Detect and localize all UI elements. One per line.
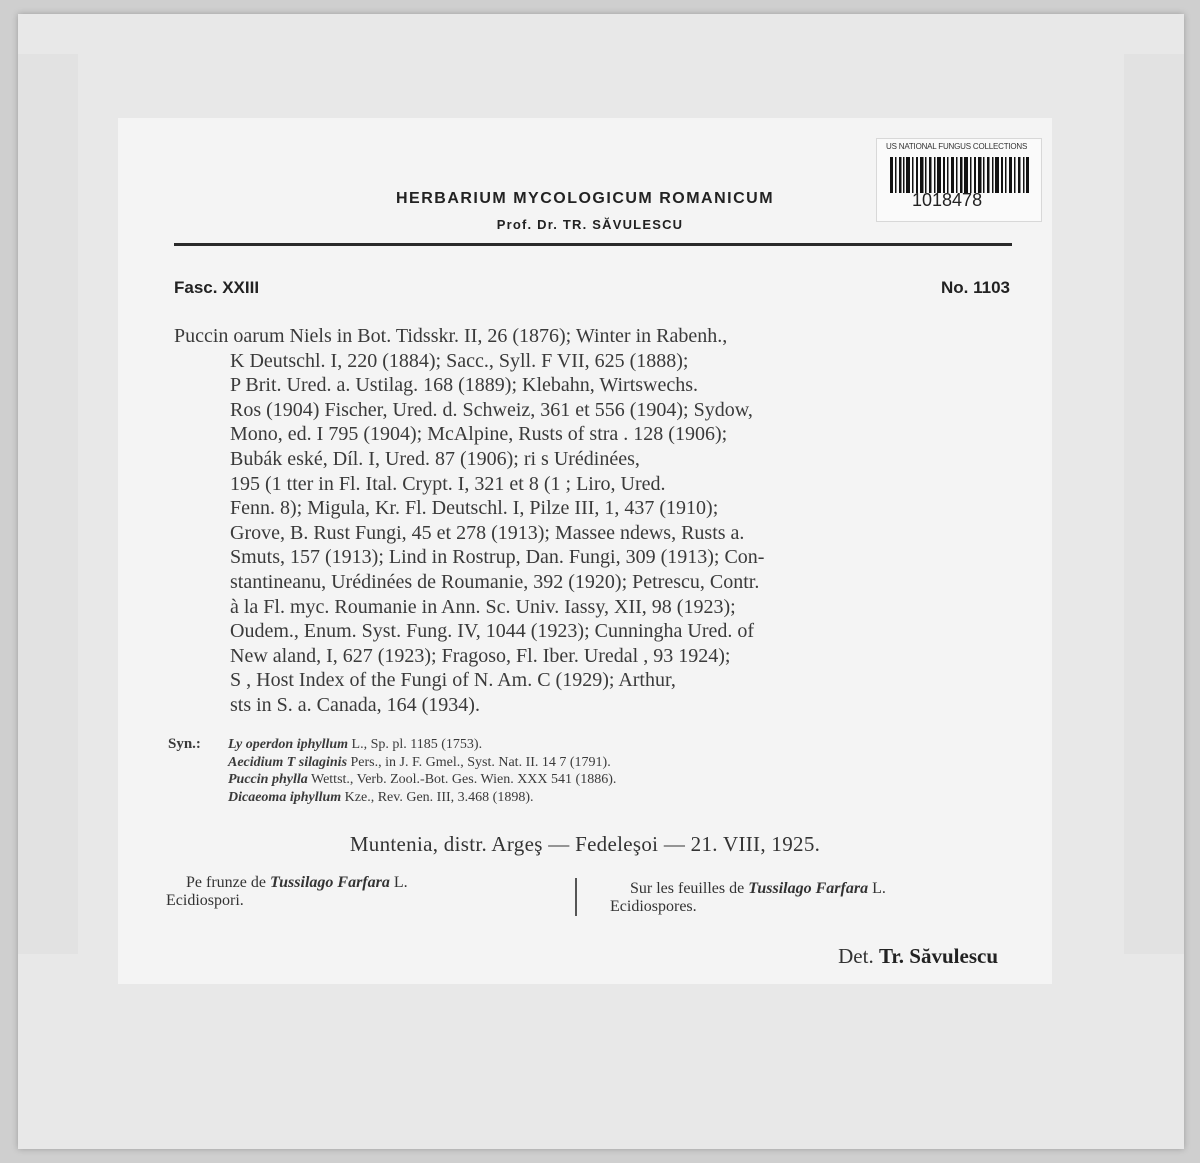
host-name: Tussilago Farfara — [269, 874, 390, 891]
host-name: Tussilago Farfara — [748, 880, 869, 897]
synonym-row — [168, 789, 988, 807]
envelope-fold-right — [1124, 54, 1184, 954]
synonym-name: Puccin phylla — [228, 772, 308, 787]
host-french — [610, 880, 1010, 916]
citation-line: à la Fl. myc. Roumanie in Ann. Sc. Univ. Iassy, XII, 98 (1923); — [230, 595, 736, 618]
synonym-row — [168, 754, 988, 772]
determiner-name: Tr. Săvulescu — [878, 944, 998, 968]
citation-line: S , Host Index of the Fungi of N. Am. C (1929); Arthur, — [230, 669, 676, 692]
herbarium-title-text: HERBARIUM MYCOLOGICUM ROMANICUM — [395, 190, 775, 207]
citation-line: sts in S. a. Canada, 164 (1934). — [230, 693, 480, 716]
spore-stage: Ecidiospores. — [610, 898, 697, 915]
specimen-number: No. 1103 — [941, 278, 1010, 297]
determiner-prefix: Det. — [838, 944, 874, 968]
synonym-name: Ly operdon iphyllum — [228, 737, 349, 752]
synonym-reference: Kze., Rev. Gen. III, 3.468 (1898). — [344, 789, 534, 805]
synonym-reference: Wettst., Verb. Zool.-Bot. Ges. Wien. XXX 541 (1886). — [310, 772, 617, 787]
header-rule — [174, 243, 1012, 246]
citation-line: P Brit. Ured. a. Ustilag. 168 (1889); Klebahn, Wirtswechs. — [230, 374, 699, 397]
citation-line: Ros (1904) Fischer, Ured. d. Schweiz, 361 et 556 (1904); Sydow, — [230, 398, 753, 421]
citation-line: Grove, B. Rust Fungi, 45 et 278 (1913); Massee ndews, Rusts a. — [230, 521, 745, 544]
host-romanian — [166, 874, 556, 910]
synonym-row — [168, 736, 988, 754]
citation-line: New aland, I, 627 (1923); Fragoso, Fl. Iber. Uredal , 93 1924); — [230, 644, 731, 667]
host-line — [610, 880, 1010, 898]
synonyms-block — [168, 736, 988, 806]
barcode-collection-name: US NATIONAL FUNGUS COLLECTIONS — [886, 142, 1028, 151]
synonyms-label: Syn.: — [168, 736, 201, 752]
host-line — [166, 874, 556, 892]
host-author: L. — [393, 874, 408, 891]
citation-line: Bubák eské, Díl. I, Ured. 87 (1906); ri s Urédinées, — [230, 447, 640, 470]
citation-line: Puccin oarum Niels in Bot. Tidsskr. II, 26 (1876); Winter in Rabenh., — [174, 325, 728, 347]
host-prefix: Sur les feuilles de — [630, 880, 745, 897]
envelope-fold-left — [18, 54, 78, 954]
synonym-name: Aecidium T silaginis — [228, 754, 348, 770]
citation-line: Mono, ed. I 795 (1904); McAlpine, Rusts of stra . 128 (1906); — [230, 423, 728, 446]
herbarium-title — [0, 190, 1180, 208]
synonym-row — [168, 771, 988, 789]
citation-line: Fenn. 8); Migula, Kr. Fl. Deutschl. I, Pilze III, 1, 437 (1910); — [230, 497, 719, 520]
barcode-icon — [890, 157, 1030, 193]
host-prefix: Pe frunze de — [186, 874, 266, 891]
fascicle-number: Fasc. XXIII — [174, 278, 260, 297]
citation-line: 195 (1 tter in Fl. Ital. Crypt. I, 321 et 8 (1 ; Liro, Ured. — [230, 472, 666, 495]
citation-line: Oudem., Enum. Syst. Fung. IV, 1044 (1923); Cunningha Ured. of — [230, 620, 755, 643]
host-author: L. — [872, 880, 886, 897]
herbarium-subtitle: Prof. Dr. TR. SĂVULESCU — [496, 217, 684, 232]
column-divider — [575, 878, 577, 916]
citation-line: Smuts, 157 (1913); Lind in Rostrup, Dan. Fungi, 309 (1913); Con- — [230, 546, 765, 569]
synonym-name: Dicaeoma iphyllum — [228, 789, 342, 805]
determiner — [838, 944, 998, 969]
citation-line: K Deutschl. I, 220 (1884); Sacc., Syll. F VII, 625 (1888); — [230, 349, 689, 372]
spore-stage: Ecidiospori. — [166, 892, 244, 909]
citation-line: stantineanu, Urédinées de Roumanie, 392 (1920); Petrescu, Contr. — [230, 570, 760, 593]
barcode-number: 1018478 — [912, 190, 983, 210]
collection-locality: Muntenia, distr. Argeş — Fedeleşoi — 21. VIII, 1925. — [349, 832, 821, 856]
synonym-reference: Pers., in J. F. Gmel., Syst. Nat. II. 14 7 (1791). — [350, 754, 611, 770]
species-citation — [174, 324, 1010, 718]
synonym-reference: L., Sp. pl. 1185 (1753). — [351, 737, 483, 752]
